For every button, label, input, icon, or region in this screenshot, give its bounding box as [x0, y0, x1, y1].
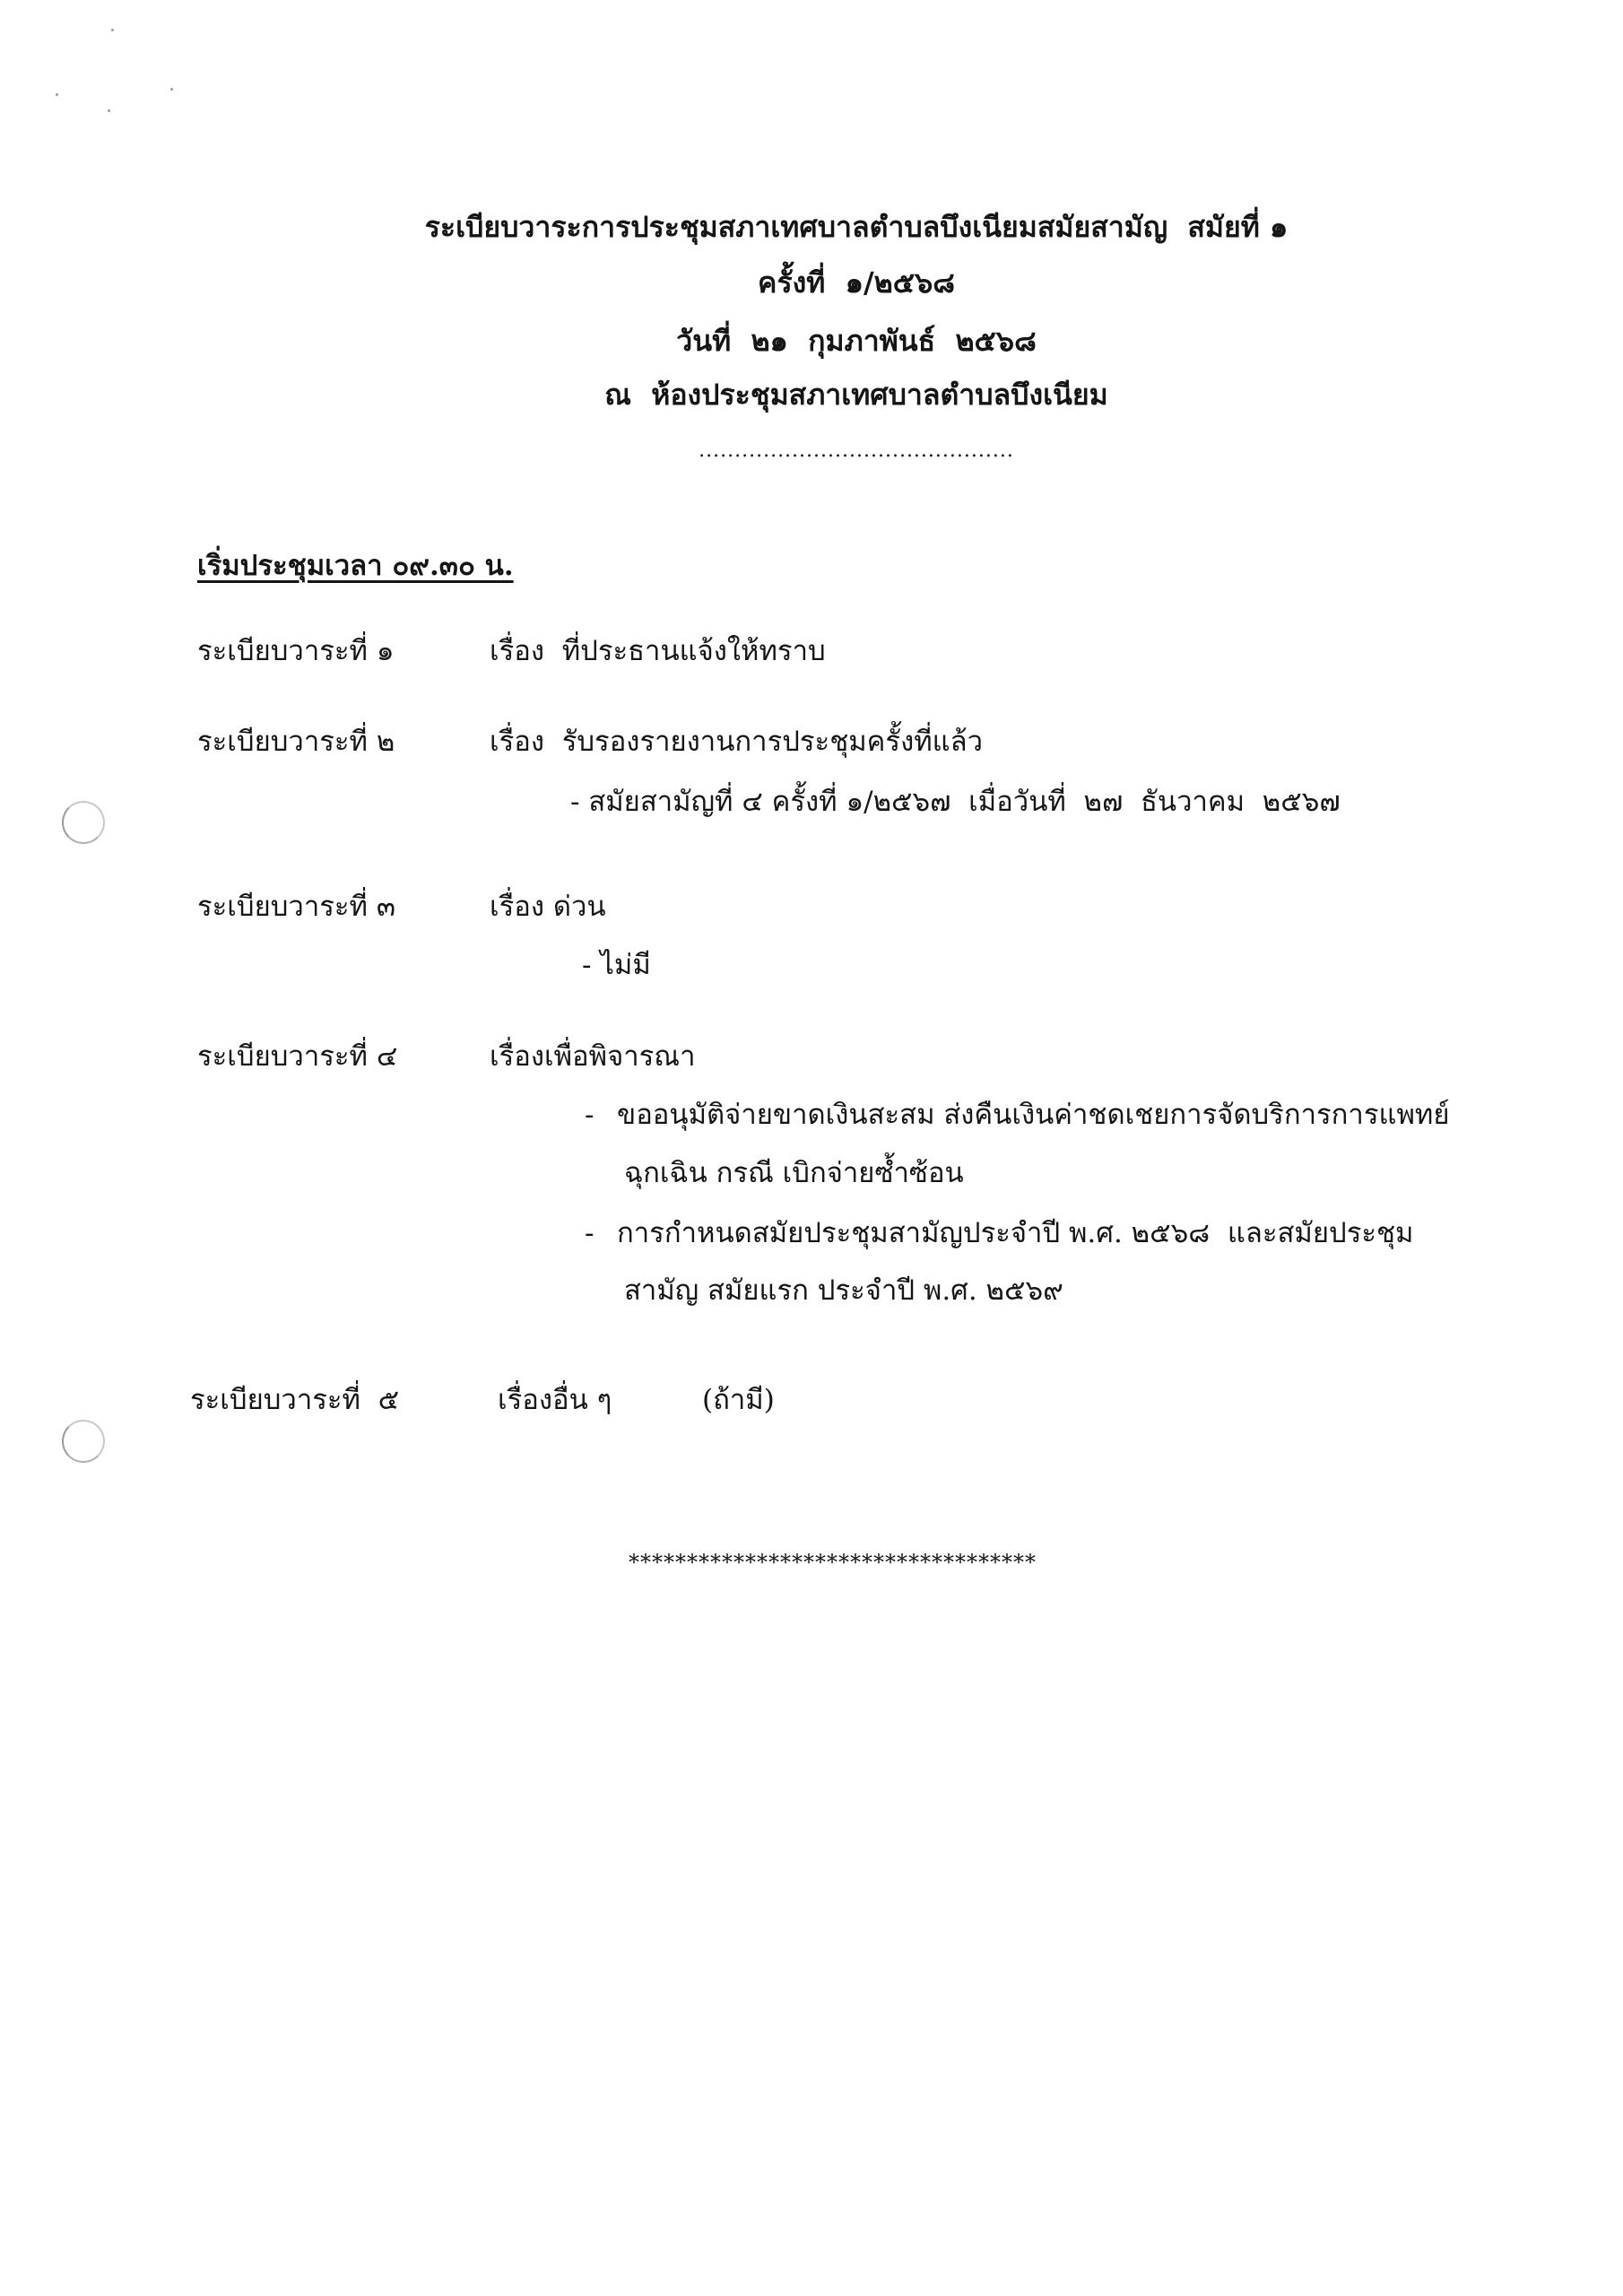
agenda-item-label: ระเบียบวาระที่ ๑ [197, 635, 395, 667]
agenda-item-detail: - สมัยสามัญที่ ๔ ครั้งที่ ๑/๒๕๖๗ เมื่อวันที่ ๒๗ ธันวาคม ๒๕๖๗ [570, 786, 1341, 818]
meeting-venue: ณ ห้องประชุมสภาเทศบาลตำบลบึงเนียม [604, 378, 1108, 412]
end-marker: *********************************** [629, 1550, 1037, 1575]
agenda-item-label: ระเบียบวาระที่ ๕ [190, 1384, 400, 1416]
agenda-item-topic: เรื่อง ด่วน [490, 891, 606, 923]
agenda-item-label: ระเบียบวาระที่ ๓ [197, 891, 396, 923]
session-number: ครั้งที่ ๑/๒๕๖๘ [758, 265, 955, 300]
agenda-item-note: (ถ้ามี) [702, 1384, 775, 1416]
meeting-date: วันที่ ๒๑ กุมภาพันธ์ ๒๕๖๘ [676, 324, 1037, 358]
scan-speck [108, 109, 110, 112]
agenda-item-topic: เรื่องอื่น ๆ [498, 1384, 612, 1416]
agenda-item-detail: - ไม่มี [582, 949, 651, 981]
agenda-item-topic: เรื่อง ที่ประธานแจ้งให้ทราบ [490, 635, 826, 667]
agenda-item-topic: เรื่องเพื่อพิจารณา [490, 1040, 696, 1073]
scan-speck [111, 29, 114, 31]
agenda-item-detail: ขออนุมัติจ่ายขาดเงินสะสม ส่งคืนเงินค่าชดเชยการจัดบริการการแพทย์ [617, 1099, 1450, 1131]
agenda-item-detail-continued: สามัญ สมัยแรก ประจำปี พ.ศ. ๒๕๖๙ [624, 1274, 1063, 1307]
scan-speck [56, 93, 58, 96]
punch-hole-icon [62, 1420, 105, 1463]
agenda-item-label: ระเบียบวาระที่ ๒ [197, 726, 395, 758]
dotted-divider: ............................................ [699, 439, 1014, 462]
agenda-item-label: ระเบียบวาระที่ ๔ [197, 1040, 398, 1073]
punch-hole-icon [62, 801, 105, 844]
agenda-title: ระเบียบวาระการประชุมสภาเทศบาลตำบลบึงเนียมสมัยสามัญ สมัยที่ ๑ [424, 210, 1289, 244]
agenda-item-topic: เรื่อง รับรองรายงานการประชุมครั้งที่แล้ว [490, 726, 984, 758]
detail-bullet: - [585, 1217, 595, 1249]
agenda-item-detail-continued: ฉุกเฉิน กรณี เบิกจ่ายซ้ำซ้อน [624, 1157, 964, 1189]
agenda-item-detail: การกำหนดสมัยประชุมสามัญประจำปี พ.ศ. ๒๕๖๘ และสมัยประชุม [617, 1217, 1414, 1249]
detail-bullet: - [585, 1099, 595, 1131]
start-time: เริ่มประชุมเวลา ๐๙.๓๐ น. [197, 550, 514, 582]
scan-speck [170, 88, 173, 91]
